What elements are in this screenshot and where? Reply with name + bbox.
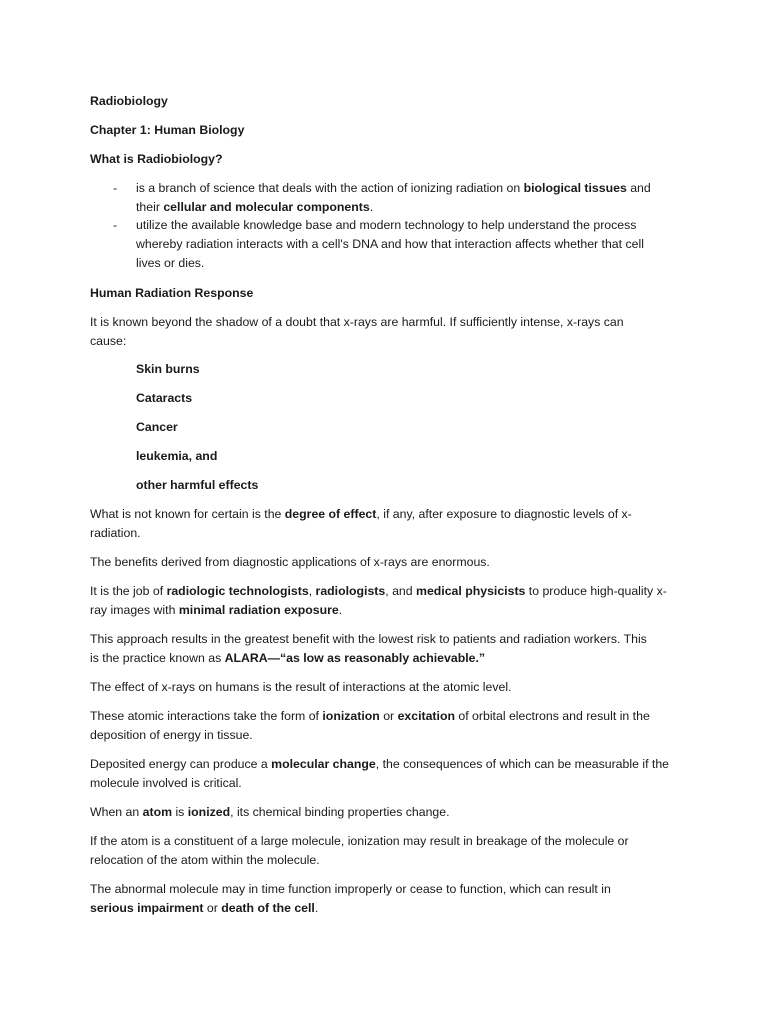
section-heading-response: Human Radiation Response <box>90 286 254 300</box>
bullet-2-line-3: lives or dies. <box>136 256 205 270</box>
para-deposited-line-1: Deposited energy can produce a molecular change, the consequences of which can be measurable if the <box>90 757 669 771</box>
bullet-dash-1: - <box>113 181 118 195</box>
para-not-known-line-1: What is not known for certain is the degree of effect, if any, after exposure to diagnostic levels of x- <box>90 507 632 521</box>
para-atomic-line-1: These atomic interactions take the form of ionization or excitation of orbital electrons and result in the <box>90 709 650 723</box>
para-benefits: The benefits derived from diagnostic applications of x-rays are enormous. <box>90 555 490 569</box>
para-not-known-line-2: radiation. <box>90 526 141 540</box>
bullet-2-line-2: whereby radiation interacts with a cell's DNA and how that interaction affects whether that cell <box>136 237 644 251</box>
para-abnormal-line-2: serious impairment or death of the cell. <box>90 901 319 915</box>
effect-item-leukemia: leukemia, and <box>136 449 218 463</box>
bullet-2-line-1: utilize the available knowledge base and modern technology to help understand the process <box>136 218 637 232</box>
bullet-dash-2: - <box>113 218 118 232</box>
doc-title: Radiobiology <box>90 94 168 108</box>
para-atomic-line-2: deposition of energy in tissue. <box>90 728 253 742</box>
bullet-1-line-2: their cellular and molecular components. <box>136 200 374 214</box>
effect-item-skin-burns: Skin burns <box>136 362 200 376</box>
para-deposited-line-2: molecule involved is critical. <box>90 776 242 790</box>
para-effect: The effect of x-rays on humans is the result of interactions at the atomic level. <box>90 680 512 694</box>
para-job-line-1: It is the job of radiologic technologists, radiologists, and medical physicists to produce high-quality x- <box>90 584 667 598</box>
section-question: What is Radiobiology? <box>90 152 223 166</box>
para-job-line-2: ray images with minimal radiation exposure. <box>90 603 343 617</box>
para-atom-ionized: When an atom is ionized, its chemical binding properties change. <box>90 805 450 819</box>
effect-item-cancer: Cancer <box>136 420 178 434</box>
effect-item-cataracts: Cataracts <box>136 391 193 405</box>
chapter-heading: Chapter 1: Human Biology <box>90 123 245 137</box>
para-known-line-2: cause: <box>90 334 127 348</box>
para-constituent-line-2: relocation of the atom within the molecule. <box>90 853 320 867</box>
para-abnormal-line-1: The abnormal molecule may in time function improperly or cease to function, which can result in <box>90 882 611 896</box>
bullet-1-line-1: is a branch of science that deals with the action of ionizing radiation on biological tissues and <box>136 181 651 195</box>
effect-item-other: other harmful effects <box>136 478 259 492</box>
para-constituent-line-1: If the atom is a constituent of a large molecule, ionization may result in breakage of the molecule or <box>90 834 629 848</box>
para-known-line-1: It is known beyond the shadow of a doubt that x-rays are harmful. If sufficiently intense, x-rays can <box>90 315 624 329</box>
para-alara-line-2: is the practice known as ALARA—“as low as reasonably achievable.” <box>90 651 486 665</box>
para-alara-line-1: This approach results in the greatest benefit with the lowest risk to patients and radiation workers. This <box>90 632 647 646</box>
